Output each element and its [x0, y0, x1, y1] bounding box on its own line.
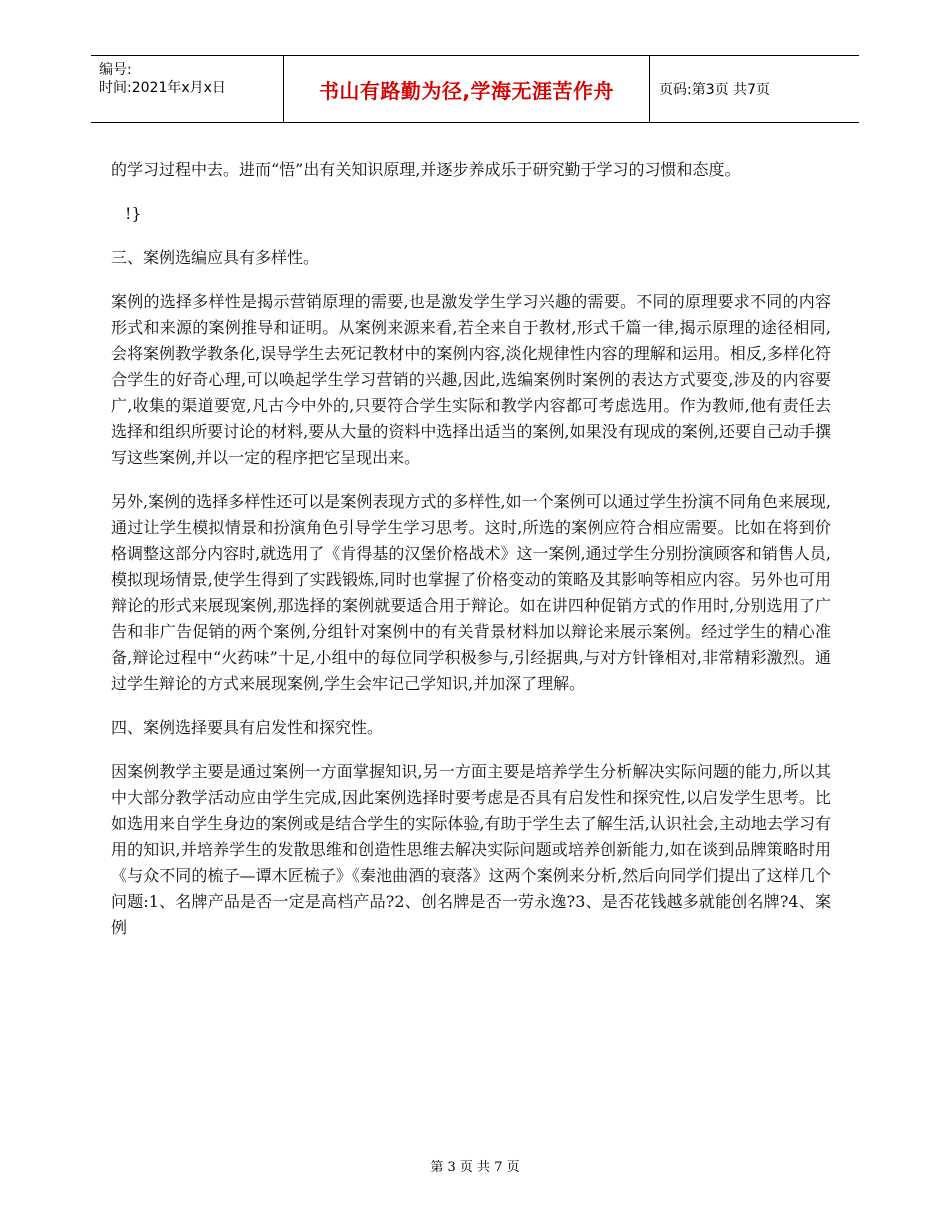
page-header: [91, 55, 859, 123]
paragraph: 另外,案例的选择多样性还可以是案例表现方式的多样性,如一个案例可以通过学生扮演不同角色来展现,通过让学生模拟情景和扮演角色引导学生学习思考。这时,所选的案例应符合相应需要。比如在将到价格调整这部分内容时,就选用了《肯得基的汉堡价格战术》这一案例,通过学生分别扮演顾客和销售人员,模拟现场情景,使学生得到了实践锻炼,同时也掌握了价格变动的策略及其影响等相应内容。另外也可用辩论的形式来展现案例,那选择的案例就要适合用于辩论。如在讲四种促销方式的作用时,分别选用了广告和非广告促销的两个案例,分组针对案例中的有关背景材料加以辩论来展示案例。经过学生的精心准备,辩论过程中“火药味”十足,小组中的每位同学积极参与,引经据典,与对方针锋相对,非常精彩激烈。通过学生辩论的方式来展现案例,学生会牢记己学知识,并加深了理解。: [111, 492, 831, 693]
section-heading: 三、案例选编应具有多样性。: [111, 248, 320, 267]
document-number-label: 编号:: [99, 62, 132, 78]
page-footer: 第 3 页 共 7 页: [430, 1160, 520, 1175]
header-meta: [99, 61, 226, 97]
section-heading: 四、案例选择要具有启发性和探究性。: [111, 718, 384, 737]
paragraph-fragment: !}: [125, 204, 142, 223]
paragraph: 的学习过程中去。进而“悟”出有关知识原理,并逐步养成乐于研究勤于学习的习惯和态度。: [111, 160, 741, 179]
document-time-label: 时间:2021年x月x日: [99, 80, 226, 96]
header-divider: [649, 56, 650, 122]
header-motto: 书山有路勤为径,学海无涯苦作舟: [318, 78, 615, 103]
paragraph: 案例的选择多样性是揭示营销原理的需要,也是激发学生学习兴趣的需要。不同的原理要求不同的内容形式和来源的案例推导和证明。从案例来源来看,若全来自于教材,形式千篇一律,揭示原理的途径相同,会将案例教学教条化,误导学生去死记教材中的案例内容,淡化规律性内容的理解和运用。相反,多样化符合学生的好奇心理,可以唤起学生学习营销的兴趣,因此,选编案例时案例的表达方式要变,涉及的内容要广,收集的渠道要宽,凡古今中外的,只要符合学生实际和教学内容都可考虑选用。作为教师,他有责任去选择和组织所要讨论的材料,要从大量的资料中选择出适当的案例,如果没有现成的案例,还要自己动手撰写这些案例,并以一定的程序把它呈现出来。: [111, 292, 831, 467]
paragraph: 因案例教学主要是通过案例一方面掌握知识,另一方面主要是培养学生分析解决实际问题的能力,所以其中大部分教学活动应由学生完成,因此案例选择时要考虑是否具有启发性和探究性,以启发学生思考。比如选用来自学生身边的案例或是结合学生的实际体验,有助于学生去了解生活,认识社会,主动地去学习有用的知识,并培养学生的发散思维和创造性思维去解决实际问题或培养创新能力,如在谈到品牌策略时用《与众不同的梳子—谭木匠梳子》《秦池曲酒的衰落》这两个案例来分析,然后向同学们提出了这样几个问题:1、名牌产品是否一定是高档产品?2、创名牌是否一劳永逸?3、是否花钱越多就能创名牌?4、案例: [111, 762, 831, 937]
document-body: [111, 157, 831, 959]
header-page-info: 页码:第3页 共7页: [659, 82, 770, 98]
